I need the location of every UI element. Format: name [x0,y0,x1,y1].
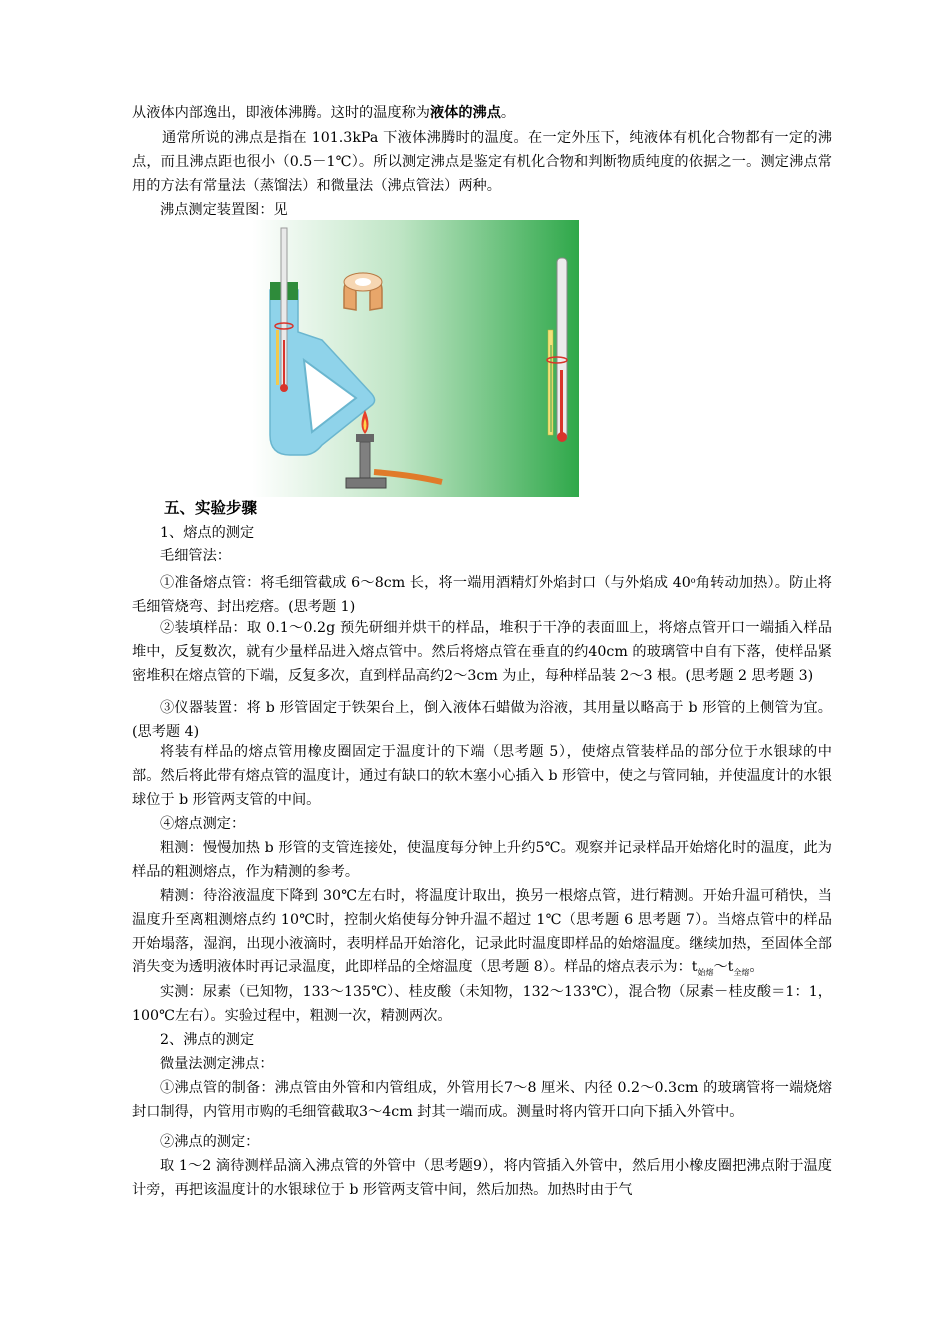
step-attach-tube: 将装有样品的熔点管用橡皮圈固定于温度计的下端（思考题 5），使熔点管装样品的部分位于水银球的中部。然后将此带有熔点管的温度计，通过有缺口的软木塞小心插入 b 形管中，使之与管同轴，并使温度计的水银球位于 b 形管两支管的中间。 [132,744,832,808]
subsection-melting-point-title: 1、熔点的测定 [160,525,255,541]
step-apparatus-setup: ③仪器装置：将 b 形管固定于铁架台上，倒入液体石蜡做为浴液，其用量以略高于 b 形管的上侧管为宜。(思考题 4) [132,700,832,740]
step-actual-measurement: 实测：尿素（已知物，133～135℃）、桂皮酸（未知物，132～133℃），混合物（尿素－桂皮酸＝1：1，100℃左右）。实验过程中，粗测一次，精测两次。 [132,984,832,1024]
subsection-boiling-point-title: 2、沸点的测定 [160,1032,255,1048]
step-fine-measurement: 精测：待浴液温度下降到 30℃左右时，将温度计取出，换另一根熔点管，进行精测。开始升温可稍快，当温度升至离粗测熔点约 10℃时，控制火焰使每分钟升温不超过 1℃（思考题 6 思考题 7）。当熔点管中的样品开始塌落，湿润，出现小液滴时，表明样品开始溶化，记录此时温度即样品的始熔温度。继续加热，至固体全部消失变为透明液体时再记录温度，此即样品的全熔温度（思考题 8）。样品的熔点表示为：$t_{始熔}\sim t_{全熔}$。 [132,888,832,978]
paragraph-continuation: 从液体内部逸出，即液体沸腾。这时的温度称为液体的沸点。 [132,105,516,121]
step-boiling-procedure: 取 1～2 滴待测样品滴入沸点管的外管中（思考题9），将内管插入外管中，然后用小橡皮圈把沸点附于温度计旁，再把该温度计的水银球位于 b 形管两支管中间，然后加热。加热时由于气 [132,1158,832,1198]
apparatus-illustration [252,220,579,497]
method-micro: 微量法测定沸点： [160,1056,274,1072]
step-rough-measurement: 粗测：慢慢加热 b 形管的支管连接处，使温度每分钟上升约5℃。观察并记录样品开始熔化时的温度，此为样品的粗测熔点，作为精测的参考。 [132,840,832,880]
step-prepare-tube: ①准备熔点管：将毛细管截成 6～8cm 长，将一端用酒精灯外焰封口（与外焰成 40$^o$角转动加热）。防止将毛细管烧弯、封出疙瘩。(思考题 1) [132,575,832,615]
boiling-point-term: 液体的沸点 [429,105,501,121]
step-prepare-boiling-tube: ①沸点管的制备：沸点管由外管和内管组成，外管用长7～8 厘米、内径 0.2～0.3cm 的玻璃管将一端烧熔封口制得，内管用市购的毛细管截取3～4cm 封其一端而成。测量时将内管开口向下插入外管中。 [132,1080,832,1120]
apparatus-figure [252,220,579,497]
method-capillary: 毛细管法： [160,548,231,564]
step-fill-sample: ②装填样品：取 0.1～0.2g 预先研细并烘干的样品，堆积于干净的表面皿上，将熔点管开口一端插入样品堆中，反复数次，就有少量样品进入熔点管中。然后将熔点管在垂直的约40cm 的玻璃管中自有下落，使样品紧密堆积在熔点管的下端，反复多次，直到样品高约2～3cm 为止，每种样品装 2～3 根。(思考题 2 思考题 3) [132,620,832,684]
section-heading-experiment-steps: 五、实验步骤 [164,499,258,517]
paragraph-apparatus-caption: 沸点测定装置图：见 [160,202,288,218]
step-measure-melting: ④熔点测定： [160,816,246,832]
paragraph-boiling-point-definition: 通常所说的沸点是指在 101.3kPa 下液体沸腾时的温度。在一定外压下，纯液体有机化合物都有一定的沸点，而且沸点距也很小（0.5－1℃）。所以测定沸点是鉴定有机化合物和判断物质纯度的依据之一。测定沸点常用的方法有常量法（蒸馏法）和微量法（沸点管法）两种。 [132,130,832,194]
step-measure-boiling: ②沸点的测定： [160,1134,260,1150]
